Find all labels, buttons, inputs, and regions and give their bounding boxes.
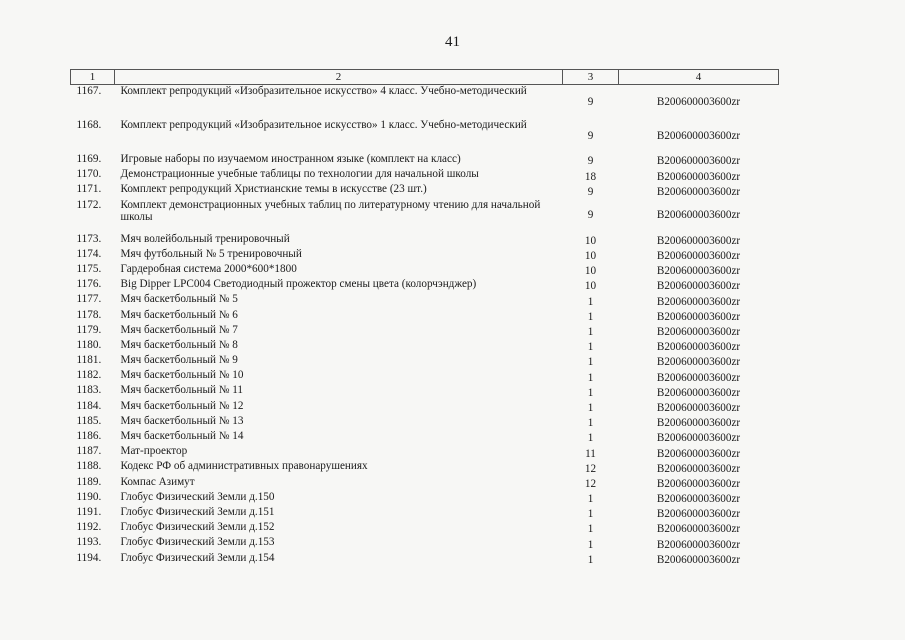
item-quantity: 10 (584, 234, 597, 247)
row-number: 1172. (76, 198, 102, 211)
row-number: 1183. (76, 384, 102, 397)
table-row (71, 168, 779, 183)
table-row (71, 521, 779, 536)
item-name: Мяч футбольный № 5 тренировочный (120, 247, 302, 260)
item-name: Мяч волейбольный тренировочный (120, 232, 290, 245)
item-code: В200600003600zr (656, 538, 741, 551)
row-number: 1189. (76, 475, 102, 488)
item-code: В200600003600zr (656, 295, 741, 308)
row-number: 1190. (76, 490, 102, 503)
item-quantity: 9 (587, 209, 594, 222)
item-code: В200600003600zr (656, 417, 741, 430)
table-row (71, 199, 779, 233)
item-quantity: 1 (587, 356, 594, 369)
item-name: Мат-проектор (120, 445, 188, 458)
row-number: 1180. (76, 338, 102, 351)
item-code: В200600003600zr (656, 341, 741, 354)
item-name: Мяч баскетбольный № 14 (120, 430, 244, 442)
item-name: Мяч баскетбольный № 12 (120, 399, 244, 412)
item-quantity: 10 (584, 250, 597, 263)
header-col-3: 3 (563, 70, 619, 85)
row-number: 1170. (76, 168, 102, 181)
item-name: Комплект репродукций «Изобразительное искусство» 4 класс. Учебно-методический (120, 85, 527, 97)
row-number: 1188. (76, 460, 102, 473)
item-name: Мяч баскетбольный № 6 (120, 308, 238, 321)
table-row (71, 339, 779, 354)
item-code: В200600003600zr (656, 401, 741, 414)
item-name: Мяч баскетбольный № 11 (120, 384, 244, 397)
header-row (71, 70, 779, 85)
item-code: В200600003600zr (656, 280, 741, 293)
table-row (71, 460, 779, 475)
row-number: 1185. (76, 414, 102, 427)
item-name: Мяч баскетбольный № 10 (120, 369, 244, 382)
item-quantity: 18 (584, 170, 597, 183)
item-code: В200600003600zr (656, 95, 741, 108)
item-quantity: 10 (584, 280, 597, 293)
item-code: В200600003600zr (656, 386, 741, 399)
item-name: Мяч баскетбольный № 7 (120, 323, 238, 336)
item-name: Мяч баскетбольный № 8 (120, 338, 238, 351)
row-number: 1187. (76, 445, 102, 458)
item-name: Кодекс РФ об административных правонарушениях (120, 460, 368, 473)
item-code: В200600003600zr (656, 371, 741, 384)
item-name: Мяч баскетбольный № 9 (120, 354, 238, 367)
item-code: В200600003600zr (656, 155, 741, 168)
table-row (71, 445, 779, 460)
item-name: Игровые наборы по изучаемом иностранном языке (комплект на класс) (120, 153, 461, 165)
table-row (71, 552, 779, 567)
row-number: 1194. (76, 551, 102, 564)
row-number: 1177. (76, 293, 102, 306)
item-code: В200600003600zr (656, 185, 741, 198)
item-code: В200600003600zr (656, 170, 741, 183)
table-row (71, 153, 779, 168)
item-name: Комплект репродукций «Изобразительное искусство» 1 класс. Учебно-методический (120, 119, 527, 131)
row-number: 1173. (76, 232, 102, 245)
item-quantity: 1 (587, 553, 594, 566)
row-number: 1171. (76, 183, 102, 196)
item-quantity: 11 (585, 447, 596, 460)
item-quantity: 1 (587, 538, 594, 551)
table-row (71, 400, 779, 415)
table-row (71, 536, 779, 551)
item-quantity: 9 (587, 155, 594, 168)
item-quantity: 12 (584, 477, 597, 490)
item-quantity: 1 (587, 341, 594, 354)
item-quantity: 9 (587, 185, 594, 198)
row-number: 1168. (76, 119, 102, 131)
row-number: 1169. (76, 153, 102, 165)
item-code: В200600003600zr (656, 356, 741, 369)
header-col-2: 2 (115, 70, 563, 85)
row-number: 1179. (76, 323, 102, 336)
table-row (71, 324, 779, 339)
table-body (71, 85, 779, 567)
item-quantity: 1 (587, 508, 594, 521)
header-col-1: 1 (71, 70, 115, 85)
table-header (71, 70, 779, 85)
item-name: Big Dipper LPC004 Светодиодный прожектор смены цвета (колорчэнджер) (120, 278, 477, 291)
item-name: Глобус Физический Земли д.151 (120, 505, 275, 518)
item-code: В200600003600zr (656, 432, 741, 445)
item-name: Глобус Физический Земли д.154 (120, 551, 275, 564)
item-name: Глобус Физический Земли д.152 (120, 521, 275, 534)
item-code: В200600003600zr (656, 326, 741, 338)
item-name: Мяч баскетбольный № 5 (120, 293, 238, 306)
item-code: В200600003600zr (656, 462, 741, 475)
table-row (71, 415, 779, 430)
item-quantity: 9 (587, 129, 594, 142)
item-name: Компас Азимут (120, 475, 195, 488)
row-number: 1184. (76, 399, 102, 412)
item-name: Гардеробная система 2000*600*1800 (120, 262, 297, 275)
row-number: 1192. (76, 521, 102, 534)
row-number: 1181. (76, 354, 102, 367)
table-row (71, 119, 779, 153)
item-code: В200600003600zr (656, 523, 741, 536)
item-quantity: 1 (587, 493, 594, 506)
row-number: 1174. (76, 247, 102, 260)
table-row (71, 476, 779, 491)
table-row (71, 384, 779, 399)
item-code: В200600003600zr (656, 129, 741, 142)
row-number: 1175. (76, 262, 102, 275)
row-number: 1191. (76, 505, 102, 518)
row-number: 1167. (76, 85, 102, 97)
inventory-table (70, 69, 779, 567)
item-quantity: 1 (587, 326, 594, 338)
item-code: В200600003600zr (656, 250, 741, 263)
item-quantity: 1 (587, 523, 594, 536)
table-row (71, 369, 779, 384)
item-code: В200600003600zr (656, 209, 741, 222)
table-row (71, 278, 779, 293)
row-number: 1193. (76, 536, 102, 549)
item-code: В200600003600zr (656, 265, 741, 278)
row-number: 1182. (76, 369, 102, 382)
item-name: Мяч баскетбольный № 13 (120, 414, 244, 427)
table-row (71, 430, 779, 445)
table-row (71, 491, 779, 506)
row-number: 1176. (76, 278, 102, 291)
item-quantity: 12 (584, 462, 597, 475)
table-row (71, 85, 779, 120)
table-row (71, 293, 779, 308)
item-name: Глобус Физический Земли д.153 (120, 536, 275, 549)
table-row (71, 248, 779, 263)
header-col-4: 4 (619, 70, 779, 85)
table-row (71, 183, 779, 198)
item-code: В200600003600zr (656, 508, 741, 521)
item-name: Демонстрационные учебные таблицы по технологии для начальной школы (120, 168, 479, 181)
table-row (71, 506, 779, 521)
item-quantity: 1 (587, 310, 594, 323)
item-code: В200600003600zr (656, 477, 741, 490)
item-quantity: 10 (584, 265, 597, 278)
item-quantity: 1 (587, 432, 594, 445)
item-quantity: 1 (587, 401, 594, 414)
item-name: Комплект демонстрационных учебных таблиц по литературному чтению для начальной школы (120, 198, 541, 224)
row-number: 1186. (76, 430, 102, 442)
item-code: В200600003600zr (656, 447, 741, 460)
item-code: В200600003600zr (656, 553, 741, 566)
item-code: В200600003600zr (656, 234, 741, 247)
item-name: Глобус Физический Земли д.150 (120, 490, 275, 503)
row-number: 1178. (76, 308, 102, 321)
table-row (71, 233, 779, 248)
item-quantity: 1 (587, 295, 594, 308)
item-code: В200600003600zr (656, 310, 741, 323)
item-quantity: 9 (587, 95, 594, 108)
page-number: 41 (445, 34, 460, 50)
item-name: Комплект репродукций Христианские темы в искусстве (23 шт.) (120, 183, 427, 196)
item-code: В200600003600zr (656, 493, 741, 506)
table-row (71, 263, 779, 278)
table-row (71, 309, 779, 324)
item-quantity: 1 (587, 386, 594, 399)
item-quantity: 1 (587, 371, 594, 384)
item-quantity: 1 (587, 417, 594, 430)
table-row (71, 354, 779, 369)
